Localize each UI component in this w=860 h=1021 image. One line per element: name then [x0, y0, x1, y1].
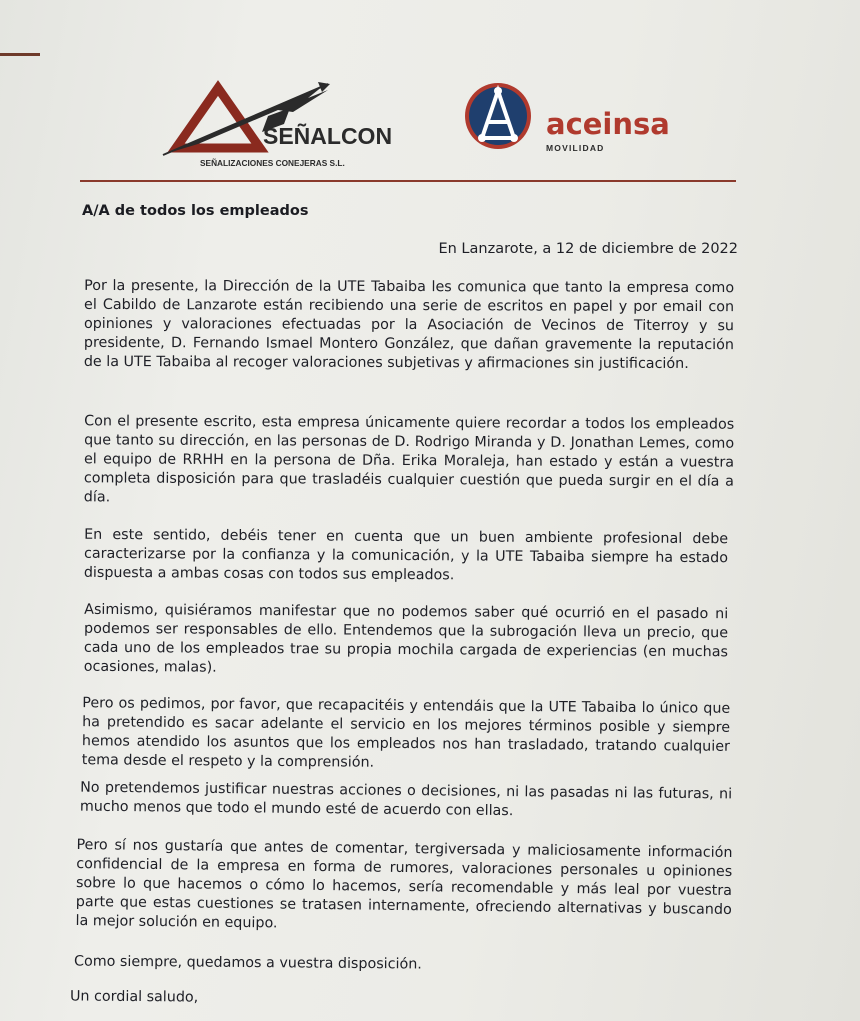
paragraph: Pero os pedimos, por favor, que recapacitéis y entendáis que la UTE Tabaiba lo único que ha pretendido es sacar adelante el servicio en los mejores términos posible y siempre hemos atendido los asuntos que los empleados nos han trasladado, tratando cualquier tema desde el respeto y la comprensión. [81, 695, 731, 771]
paragraph: Con el presente escrito, esta empresa únicamente quiere recordar a todos los empleados que tanto su dirección, en las personas de D. Rodrigo Miranda y D. Jonathan Lemes, como el equipo de RRHH en la persona de Dña. Erika Moraleja, han estado y están a vuestra completa disposición para que trasladéis cualquier cuestión que pueda surgir en el día a día. [83, 413, 735, 506]
addressee-line: A/A de todos los empleados [82, 203, 309, 219]
sign-off-line: Un cordial saludo, [69, 988, 199, 1006]
paragraph: Pero sí nos gustaría que antes de comentar, tergiversada y maliciosamente información confidencial de la empresa en forma de rumores, valoraciones personales u opiniones sobre lo que hacemos o cómo lo hacemos, sería recomendable y más leal por vuestra parte que estas cuestiones se tratasen internamente, ofreciendo alternativas y buscando la mejor solución en equipo. [75, 836, 733, 932]
aceinsa-name: aceinsa [546, 107, 670, 141]
senalcon-subtitle: SEÑALIZACIONES CONEJERAS S.L. [200, 158, 345, 168]
paragraph: En este sentido, debéis tener en cuenta que un buen ambiente profesional debe caracterizarse por la confianza y la comunicación, y la UTE Tabaiba siempre ha estado dispuesta a ambas cosas con todos sus empleados. [83, 526, 729, 584]
aceinsa-subtitle: MOVILIDAD [546, 143, 605, 153]
paragraph: No pretendemos justificar nuestras acciones o decisiones, ni las pasadas ni las futuras, ni mucho menos que todo el mundo esté de acuerdo con ellas. [79, 779, 733, 820]
closing-line: Como siempre, quedamos a vuestra disposición. [73, 953, 422, 973]
place-date-line: En Lanzarote, a 12 de diciembre de 2022 [438, 241, 738, 257]
paragraph: Por la presente, la Dirección de la UTE Tabaiba les comunica que tanto la empresa como el Cabildo de Lanzarote están recibiendo una serie de escritos en papel y por email con opiniones y valoraciones efectuadas por la Asociación de Vecinos de Titerroy y su presidente, D. Fernando Ismael Montero González, que dañan gravemente la reputación de la UTE Tabaiba al recoger valoraciones subjetivas y afirmaciones sin justificación. [83, 277, 735, 372]
senalcon-name: SEÑALCON [263, 123, 393, 149]
paragraph: Asimismo, quisiéramos manifestar que no podemos saber qué ocurrió en el pasado ni podemos ser responsables de ello. Entendemos que la subrogación lleva un precio, que cada uno de los empleados trae su propia mochila cargada de experiencias (en muchas ocasiones, malas). [83, 601, 729, 676]
